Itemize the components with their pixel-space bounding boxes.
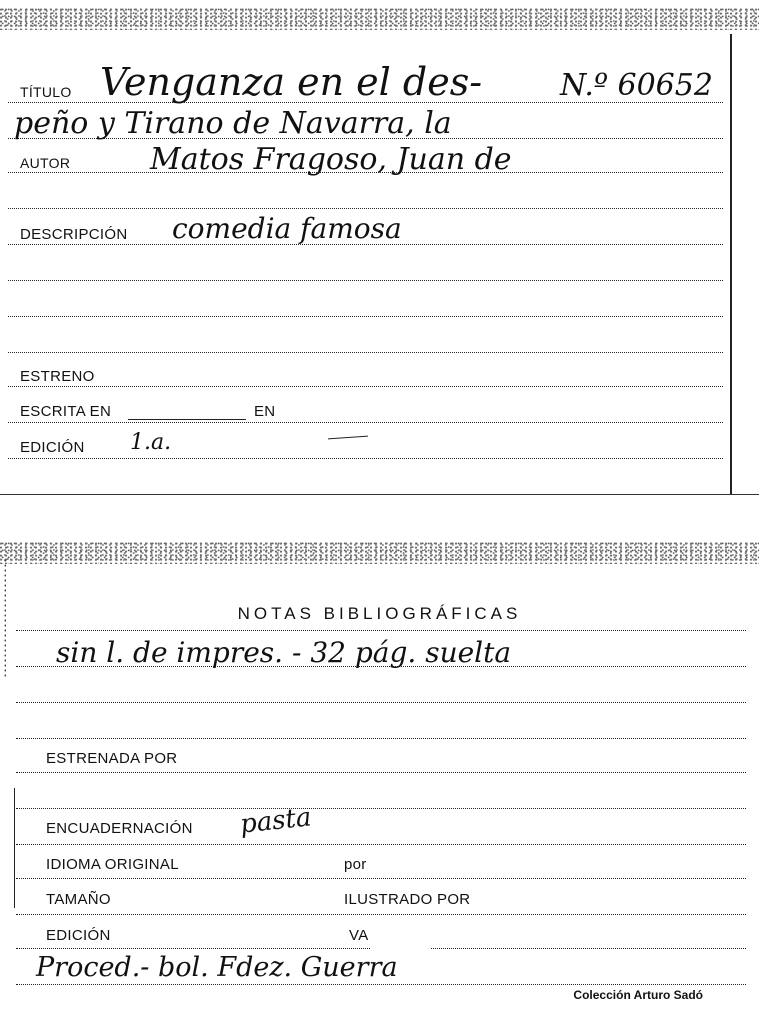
rule xyxy=(16,808,746,809)
en-label: EN xyxy=(254,403,276,420)
descripcion-value: comedia famosa xyxy=(172,212,402,245)
autor-label: AUTOR xyxy=(20,155,71,171)
rule xyxy=(16,878,746,879)
rule xyxy=(16,630,746,631)
estrenada-por-label: ESTRENADA POR xyxy=(46,750,178,767)
collection-credit: Colección Arturo Sadó xyxy=(573,988,703,1002)
tamano-label: TAMAÑO xyxy=(46,891,111,908)
rule xyxy=(16,844,746,845)
titulo-label: TÍTULO xyxy=(20,84,72,100)
card-bottom-left-border xyxy=(14,788,15,908)
edicion-value: 1.a. xyxy=(130,430,172,455)
rule xyxy=(16,914,746,915)
rule xyxy=(16,772,746,773)
card-top-edge-speckle xyxy=(0,8,759,30)
rule xyxy=(8,280,723,281)
autor-value: Matos Fragoso, Juan de xyxy=(150,142,512,177)
rule xyxy=(8,208,723,209)
ilustrado-por-label: ILUSTRADO POR xyxy=(344,891,471,908)
pen-stroke xyxy=(328,436,368,440)
encuadernacion-label: ENCUADERNACIÓN xyxy=(46,820,193,837)
descripcion-label: DESCRIPCIÓN xyxy=(20,226,128,243)
escrita-en-underline xyxy=(128,419,246,420)
catalog-card-bottom xyxy=(0,538,759,1028)
encuadernacion-value: pasta xyxy=(238,802,313,840)
notas-heading: NOTAS BIBLIOGRÁFICAS xyxy=(237,604,522,623)
proced-value: Proced.- bol. Fdez. Guerra xyxy=(36,952,398,983)
idioma-original-label: IDIOMA ORIGINAL xyxy=(46,856,179,873)
va-label: VA xyxy=(349,927,369,944)
catalog-card-top xyxy=(0,0,759,495)
estreno-label: ESTRENO xyxy=(20,368,95,385)
rule xyxy=(8,422,723,423)
edicion-label: EDICIÓN xyxy=(46,927,111,944)
rule xyxy=(16,984,746,985)
rule xyxy=(8,352,723,353)
por-label: por xyxy=(344,856,367,873)
rule xyxy=(8,316,723,317)
edicion-label: EDICIÓN xyxy=(20,439,85,456)
rule xyxy=(16,702,746,703)
card-bottom-edge-speckle xyxy=(0,542,759,564)
rule xyxy=(8,386,723,387)
notas-value: sin l. de impres. - 32 pág. suelta xyxy=(56,636,512,669)
record-number: N.º 60652 xyxy=(560,68,713,103)
card-top-right-edge xyxy=(730,34,732,494)
titulo-value-line1: Venganza en el des- xyxy=(100,60,483,104)
titulo-value-line2: peño y Tirano de Navarra, la xyxy=(14,106,452,141)
rule xyxy=(8,458,723,459)
escrita-en-label: ESCRITA EN xyxy=(20,403,112,420)
rule xyxy=(16,738,746,739)
